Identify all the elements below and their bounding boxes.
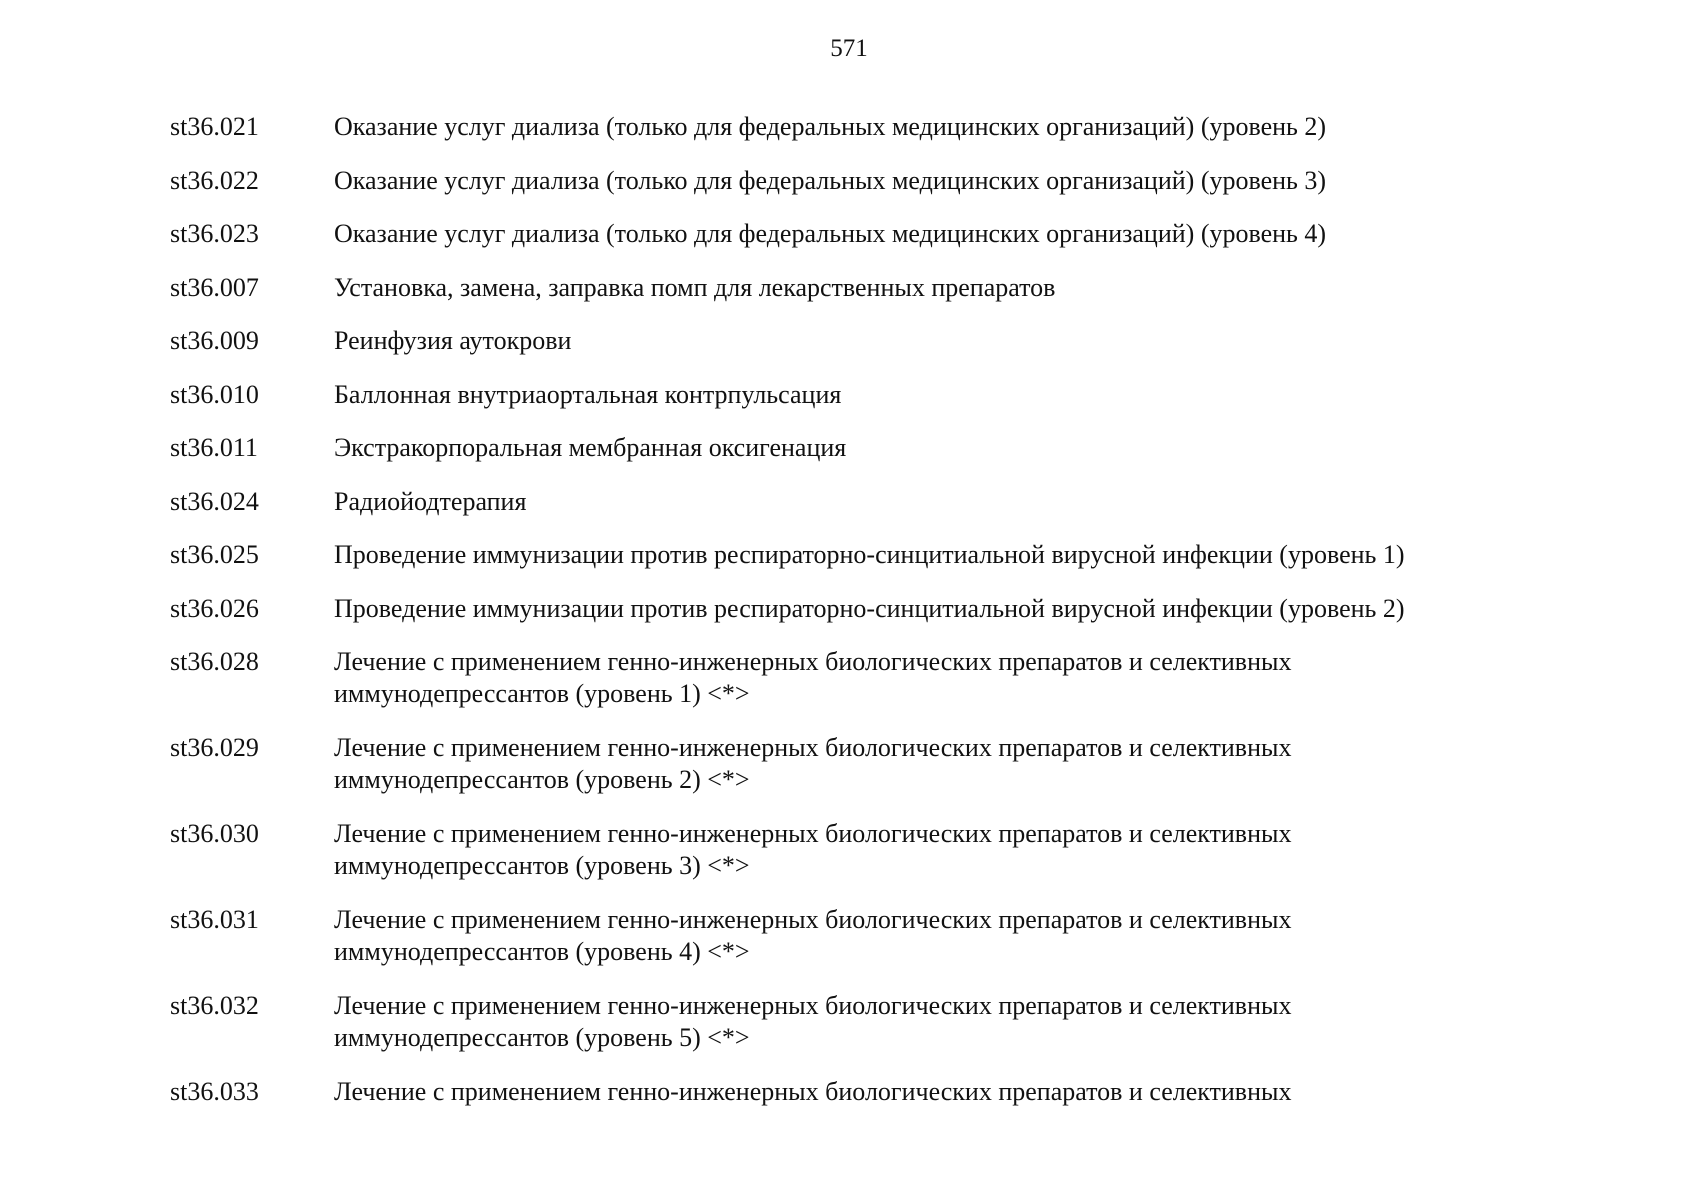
item-description: Радиойодтерапия	[334, 486, 527, 516]
item-code: st36.009	[170, 326, 259, 355]
page-number: 571	[830, 35, 868, 62]
list-item	[170, 111, 1570, 143]
item-code: st36.031	[170, 905, 259, 934]
item-code: st36.022	[170, 165, 259, 195]
item-description: Оказание услуг диализа (только для федеральных медицинских организаций) (уровень 4)	[334, 219, 1327, 248]
list-item	[170, 165, 1570, 197]
item-description: Реинфузия аутокрови	[334, 326, 572, 355]
list-item	[170, 432, 1570, 464]
item-description: Оказание услуг диализа (только для федеральных медицинских организаций) (уровень 3)	[334, 165, 1327, 195]
service-list	[170, 111, 1570, 1130]
item-description: Проведение иммунизации против респираторно-синцитиальной вирусной инфекции (уровень 1)	[334, 540, 1405, 569]
list-item	[170, 486, 1570, 518]
item-code: st36.026	[170, 593, 259, 623]
item-description: Лечение с применением генно-инженерных биологических препаратов и селективных иммунодепрессантов (уровень 1) <*>	[334, 647, 1292, 708]
list-item	[170, 990, 1570, 1054]
item-code: st36.033	[170, 1077, 259, 1106]
list-item	[170, 818, 1570, 882]
item-code: st36.007	[170, 272, 259, 302]
item-description: Установка, замена, заправка помп для лекарственных препаратов	[334, 272, 1056, 302]
item-description: Лечение с применением генно-инженерных биологических препаратов и селективных иммунодепрессантов (уровень 2) <*>	[334, 733, 1292, 794]
list-item	[170, 539, 1570, 571]
item-description: Баллонная внутриаортальная контрпульсация	[334, 379, 842, 409]
item-code: st36.032	[170, 991, 259, 1020]
list-item	[170, 646, 1570, 710]
item-code: st36.025	[170, 540, 259, 569]
list-item	[170, 732, 1570, 796]
item-description: Проведение иммунизации против респираторно-синцитиальной вирусной инфекции (уровень 2)	[334, 593, 1405, 623]
list-item	[170, 904, 1570, 968]
list-item	[170, 218, 1570, 250]
item-description: Лечение с применением генно-инженерных биологических препаратов и селективных	[334, 1077, 1292, 1106]
list-item	[170, 1076, 1570, 1108]
item-code: st36.029	[170, 733, 259, 762]
item-code: st36.010	[170, 379, 259, 409]
item-description: Лечение с применением генно-инженерных биологических препаратов и селективных иммунодепрессантов (уровень 4) <*>	[334, 905, 1292, 966]
item-description: Лечение с применением генно-инженерных биологических препаратов и селективных иммунодепрессантов (уровень 5) <*>	[334, 991, 1292, 1052]
item-code: st36.023	[170, 219, 259, 248]
item-description: Лечение с применением генно-инженерных биологических препаратов и селективных иммунодепрессантов (уровень 3) <*>	[334, 819, 1292, 880]
item-description: Экстракорпоральная мембранная оксигенация	[334, 433, 847, 462]
item-code: st36.021	[170, 112, 259, 141]
list-item	[170, 325, 1570, 357]
item-code: st36.024	[170, 486, 259, 516]
list-item	[170, 593, 1570, 625]
item-description: Оказание услуг диализа (только для федеральных медицинских организаций) (уровень 2)	[334, 112, 1327, 141]
item-code: st36.011	[170, 433, 258, 462]
item-code: st36.030	[170, 819, 259, 848]
list-item	[170, 379, 1570, 411]
list-item	[170, 272, 1570, 304]
item-code: st36.028	[170, 647, 259, 676]
